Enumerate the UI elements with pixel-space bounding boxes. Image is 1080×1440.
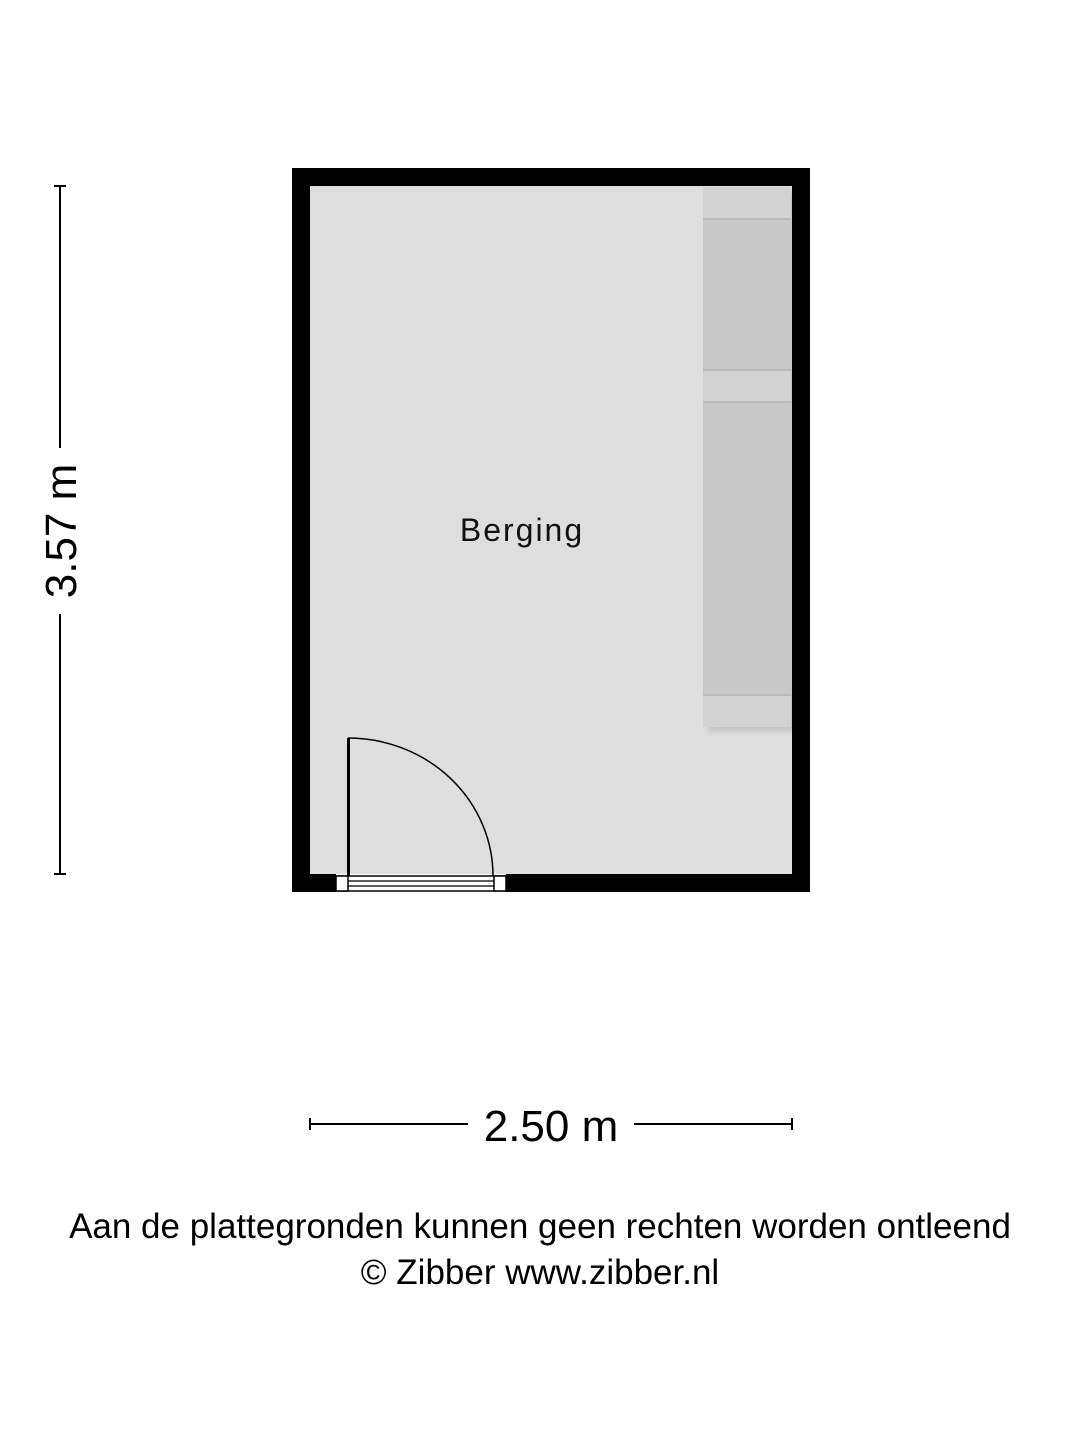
width-label: 2.50 m (483, 1102, 619, 1151)
height-label: 3.57 m (37, 463, 86, 599)
storage-cabinet (703, 187, 796, 732)
disclaimer-text: Aan de plattegronden kunnen geen rechten worden ontleend (69, 1207, 1011, 1246)
room-label: Berging (459, 512, 585, 548)
height-dimension (37, 186, 86, 874)
width-dimension (310, 1102, 792, 1151)
copyright-text: © Zibber www.zibber.nl (360, 1253, 720, 1292)
door-leaf (347, 738, 350, 876)
